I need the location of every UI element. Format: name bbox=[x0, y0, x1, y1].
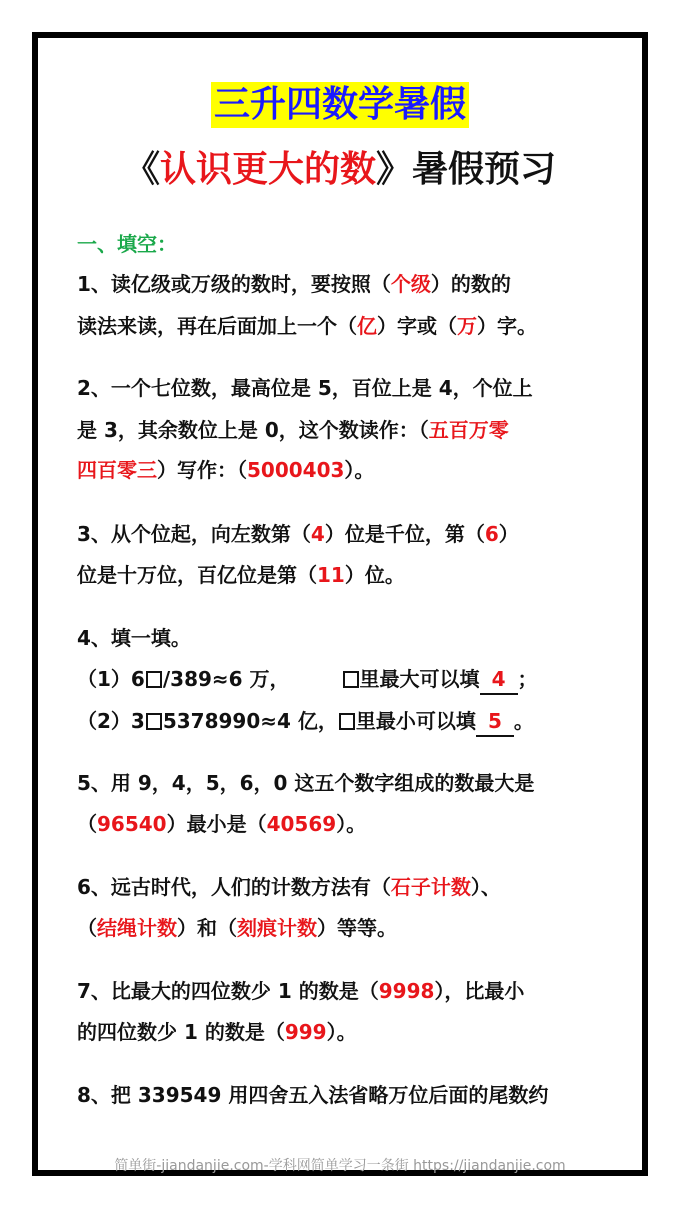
q2-answer-reading: 五百万零 bbox=[428, 418, 509, 442]
q7-text: 7、比最大的四位数少 1 的数是（ bbox=[77, 979, 379, 1003]
section-heading: 一、填空： bbox=[77, 232, 177, 256]
q7-text: ），比最小 bbox=[434, 979, 525, 1003]
page-subtitle bbox=[0, 146, 680, 194]
q5-line2 bbox=[77, 810, 366, 838]
blank-square-icon bbox=[146, 713, 162, 730]
q6-answer-1: 石子计数 bbox=[390, 875, 471, 899]
q1-answer-2: 亿 bbox=[357, 314, 377, 338]
q4-text: 里最大可以填 bbox=[359, 667, 480, 691]
q4-answer-2: 5 bbox=[476, 707, 514, 737]
subtitle-rest: 暑假预习 bbox=[412, 149, 557, 190]
q1-text: 读法来读，再在后面加上一个（ bbox=[77, 314, 357, 338]
q2-line2 bbox=[77, 416, 509, 444]
q3-text: 位是十万位，百亿位是第（ bbox=[77, 563, 317, 587]
q5-text: ）。 bbox=[336, 812, 367, 836]
page-title: 三升四数学暑假 bbox=[211, 82, 469, 128]
q3-answer-2: 6 bbox=[484, 522, 499, 546]
subtitle-topic: 认识更大的数 bbox=[159, 149, 376, 190]
q2-text: 是 3，其余数位上是 0，这个数读作：（ bbox=[77, 418, 429, 442]
q2-line1: 2、一个七位数，最高位是 5，百位上是 4，个位上 bbox=[77, 376, 533, 400]
q4-text: /389≈6 万， bbox=[162, 667, 290, 691]
q7-text: 的四位数少 1 的数是（ bbox=[77, 1020, 285, 1044]
q7-line2 bbox=[77, 1018, 357, 1046]
q1-text: 1、读亿级或万级的数时，要按照（ bbox=[77, 272, 391, 296]
q8-line1: 8、把 339549 用四舍五入法省略万位后面的尾数约 bbox=[77, 1083, 549, 1107]
q2-line3 bbox=[77, 456, 374, 484]
q2-text: ）。 bbox=[344, 458, 375, 482]
q3-text: ）位。 bbox=[344, 563, 405, 587]
q4-text: 里最小可以填 bbox=[355, 709, 476, 733]
q3-text: 3、从个位起，向左数第（ bbox=[77, 522, 311, 546]
q1-text: ）字。 bbox=[477, 314, 537, 338]
q2-text: ）写作：（ bbox=[157, 458, 247, 482]
q6-line2 bbox=[77, 914, 397, 942]
footer-watermark: 简单街-jiandanjie.com-学科网简单学习一条街 https://jiandanjie.com bbox=[114, 1158, 566, 1174]
subtitle-open: 《 bbox=[123, 149, 160, 190]
q1-text: ）的数的 bbox=[430, 272, 511, 296]
q2-answer-written: 5000403 bbox=[247, 458, 345, 482]
q6-text: ）等等。 bbox=[317, 916, 397, 940]
q2-answer-reading-cont: 四百零三 bbox=[77, 458, 157, 482]
q7-answer-1: 9998 bbox=[378, 979, 435, 1003]
q5-answer-max: 96540 bbox=[97, 812, 167, 836]
q3-text: ） bbox=[498, 522, 519, 546]
q3-answer-1: 4 bbox=[310, 522, 325, 546]
q1-answer-1: 个级 bbox=[390, 272, 431, 296]
q7-text: ）。 bbox=[326, 1020, 357, 1044]
q4-answer-1: 4 bbox=[480, 665, 518, 695]
q6-text: ）和（ bbox=[177, 916, 237, 940]
q6-text: 6、远古时代，人们的计数方法有（ bbox=[77, 875, 391, 899]
q6-answer-3: 刻痕计数 bbox=[237, 916, 317, 940]
q4-part1 bbox=[77, 665, 538, 695]
q4-text: （2）3 bbox=[77, 709, 145, 733]
q3-text: ）位是千位，第（ bbox=[324, 522, 485, 546]
title-row bbox=[0, 82, 680, 128]
q4-part2 bbox=[77, 707, 534, 737]
q5-text: ）最小是（ bbox=[166, 812, 267, 836]
blank-square-icon bbox=[343, 671, 359, 688]
q7-line1 bbox=[77, 977, 524, 1005]
q3-line2 bbox=[77, 561, 405, 589]
q3-line1 bbox=[77, 520, 519, 548]
q5-text: （ bbox=[77, 812, 97, 836]
q6-line1 bbox=[77, 873, 501, 901]
q6-text: （ bbox=[77, 916, 97, 940]
q1-line1 bbox=[77, 270, 511, 298]
q4-text: 5378990≈4 亿， bbox=[162, 709, 338, 733]
q4-text: （1）6 bbox=[77, 667, 145, 691]
q4-heading: 4、填一填。 bbox=[77, 626, 191, 650]
q1-line2 bbox=[77, 312, 537, 340]
q4-text: 。 bbox=[513, 709, 534, 733]
blank-square-icon bbox=[339, 713, 355, 730]
q4-text: ； bbox=[517, 667, 538, 691]
q5-line1: 5、用 9，4，5，6，0 这五个数字组成的数最大是 bbox=[77, 771, 535, 795]
q1-text: ）字或（ bbox=[377, 314, 457, 338]
subtitle-close: 》 bbox=[376, 149, 413, 190]
blank-square-icon bbox=[146, 671, 162, 688]
q6-answer-2: 结绳计数 bbox=[97, 916, 177, 940]
q3-answer-3: 11 bbox=[317, 563, 345, 587]
q5-answer-min: 40569 bbox=[266, 812, 337, 836]
q6-text: ）、 bbox=[470, 875, 501, 899]
q1-answer-3: 万 bbox=[457, 314, 477, 338]
q7-answer-2: 999 bbox=[284, 1020, 327, 1044]
